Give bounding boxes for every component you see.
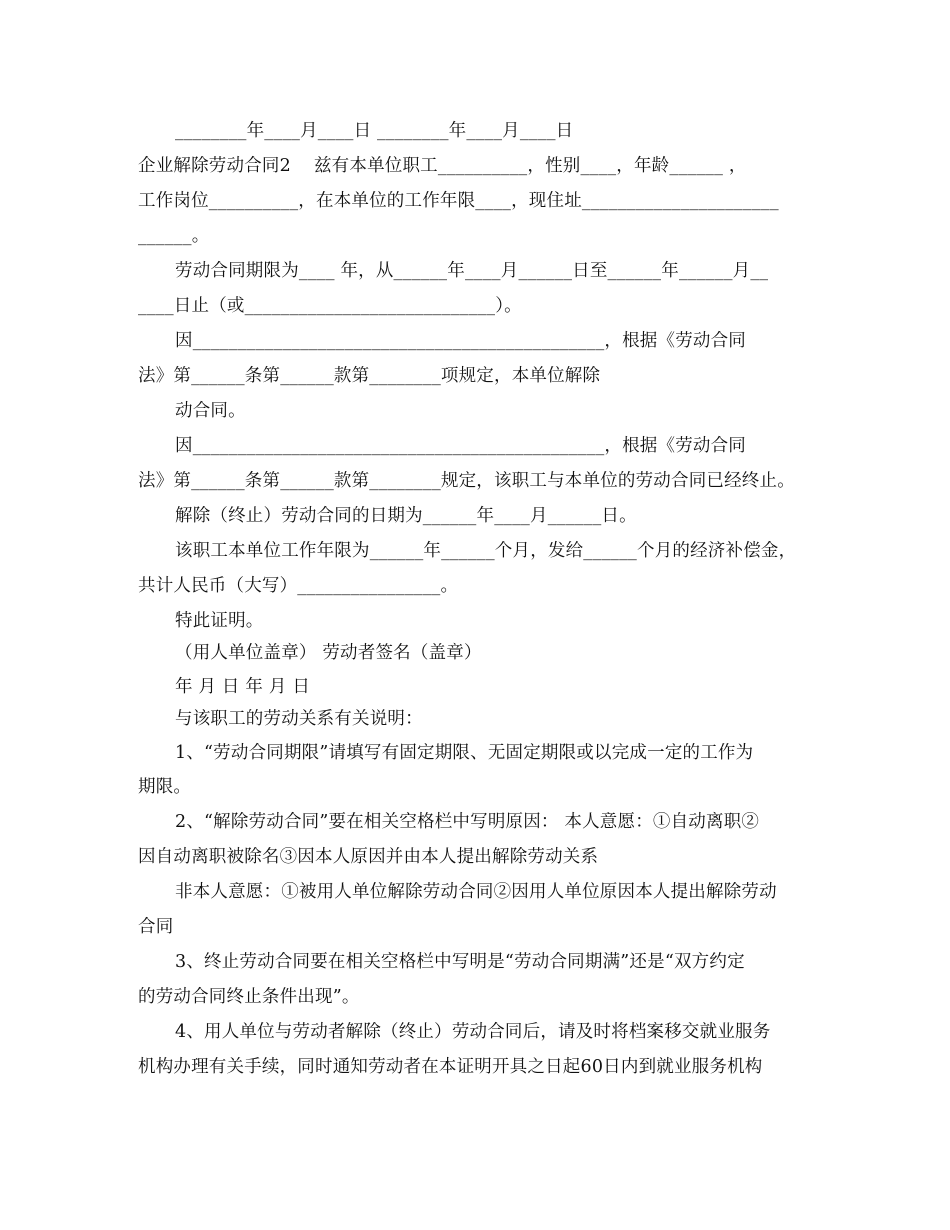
text-line: 共计人民币（大写）________________。 (138, 576, 459, 596)
text-line: 与该职工的劳动关系有关说明： (175, 709, 423, 729)
text-line: 因______________________________________________，根据《劳动合同 (175, 436, 746, 456)
text-line: 解除（终止）劳动合同的日期为______年____月______日。 (175, 506, 637, 526)
text-line: 的劳动合同终止条件出现”。 (138, 987, 360, 1007)
text-line: 法》第______条第______款第________项规定，本单位解除 (138, 366, 601, 386)
text-line: 工作岗位__________，在本单位的工作年限____，现住址______________________ (138, 191, 779, 211)
text-line: 机构办理有关手续，同时通知劳动者在本证明开具之日起60日内到就业服务机构 (138, 1057, 763, 1077)
text-line: 该职工本单位工作年限为______年______个月，发给______个月的经济补偿金， (175, 541, 797, 561)
text-line: 1、“劳动合同期限”请填写有固定期限、无固定期限或以完成一定的工作为 (175, 743, 754, 763)
text-line: ______。 (138, 226, 210, 246)
text-line: 年 月 日 年 月 日 (175, 677, 311, 697)
text-line: 企业解除劳动合同2 兹有本单位职工__________，性别____，年龄______ ， (138, 156, 747, 176)
text-line: 非本人意愿：①被用人单位解除劳动合同②因用人单位原因本人提出解除劳动 (175, 882, 777, 902)
text-line: 劳动合同期限为____ 年，从______年____月______日至______年______月__ (175, 261, 769, 281)
text-line: ____日止（或____________________________）。 (138, 296, 522, 316)
text-line: 动合同。 (175, 401, 246, 421)
text-line: 3、终止劳动合同要在相关空格栏中写明是“劳动合同期满”还是“双方约定 (175, 952, 745, 972)
text-line: 2、“解除劳动合同”要在相关空格栏中写明原因： 本人意愿：①自动离职② (175, 812, 760, 832)
text-line: 法》第______条第______款第________规定，该职工与本单位的劳动合同已经终止。 (138, 471, 795, 491)
text-line: 4、用人单位与劳动者解除（终止）劳动合同后，请及时将档案移交就业服务 (175, 1022, 771, 1042)
text-line: 合同 (138, 917, 174, 937)
text-line: 因______________________________________________，根据《劳动合同 (175, 331, 746, 351)
text-line: ________年____月____日 ________年____月____日 (175, 121, 574, 141)
text-line: 因自动离职被除名③因本人原因并由本人提出解除劳动关系 (138, 847, 599, 867)
text-line: （用人单位盖章） 劳动者签名（盖章） (175, 643, 482, 663)
text-line: 特此证明。 (175, 611, 264, 631)
text-line: 期限。 (138, 777, 192, 797)
